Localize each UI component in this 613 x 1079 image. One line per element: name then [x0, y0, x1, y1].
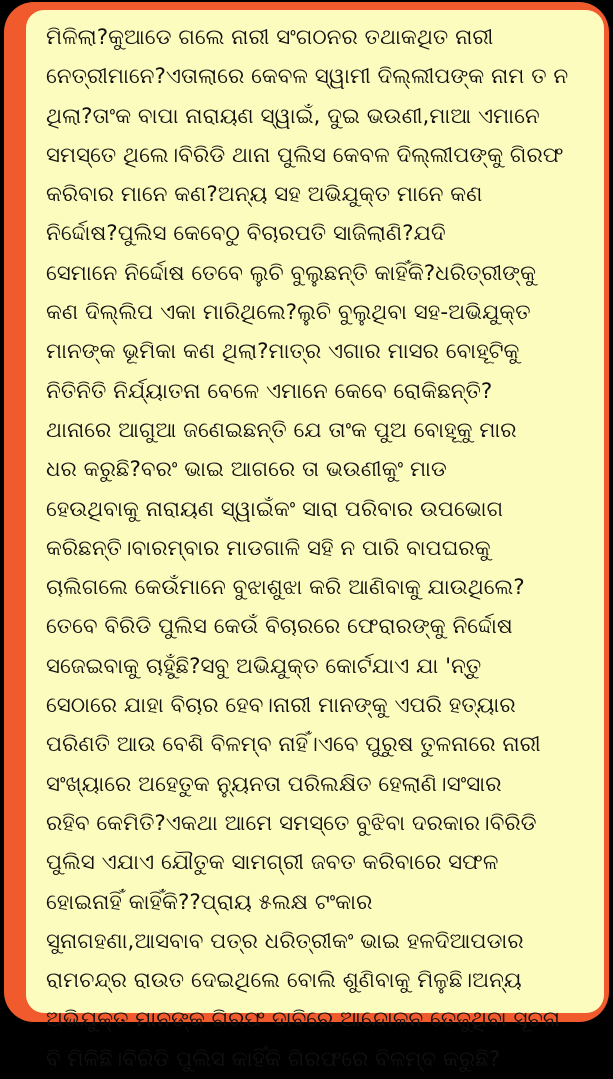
text-panel	[26, 10, 604, 1072]
text-line-12: ଧର କରୁଛି?ବରଂ ଭାଇ ଆଗରେ ତା ଭଉଣୀକୁଂ ମାଡ	[46, 457, 447, 483]
text-line-6: ନିର୍ଦ୍ଦୋଷ?ପୁଲିସ କେବେଠୁ ବିଚାରପତି ସାଜିଲାଣି?ଯଦି	[46, 221, 446, 247]
text-line-22: ପୁଲିସ ଏଯାଏ ଯୌତୁକ ସାମଗ୍ରୀ ଜବତ କରିବାରେ ସଫଳ	[46, 850, 499, 876]
text-line-23: ହୋଇନାହିଁ କାହିଁକି??ପ୍ରାୟ ୫ଲକ୍ଷ ଟଂକାର	[46, 889, 373, 915]
text-line-27: ବି ମିଳିଛି।ବିରିଡି ପୁଲିସ କାହିଁକି ଗିରଫରେ ବିଳମ୍ବ କରୁଛି?	[46, 1046, 501, 1072]
text-line-17: ସଜେଇବାକୁ ଚାହୁଁଛି?ସବୁ ଅଭିଯୁକ୍ତ କୋର୍ଟଯାଏ ଯା 'ନ୍ତୁ	[46, 653, 482, 679]
text-line-21: ରହିବ କେମିତି?ଏକଥା ଆମେ ସମସ୍ତେ ବୁଝିବା ଦରକାର।ବିରିଡି	[46, 810, 537, 836]
text-line-20: ସଂଖ୍ୟାରେ ଅହେତୁକ ନ୍ୟୁନତା ପରିଲକ୍ଷିତ ହେଲାଣି।ସଂସାର	[46, 771, 502, 797]
text-line-18: ସେଠାରେ ଯାହା ବିଚାର ହେବ।ନାରୀ ମାନଙ୍କୁ ଏପରି ହତ୍ୟାର	[46, 693, 516, 719]
text-line-13: ହେଉଥିବାକୁ ନାରାୟଣ ସ୍ୱାଇଁକଂ ସାରା ପରିବାର ଉପଭୋଗ	[46, 496, 504, 522]
text-line-5: କରିବାର ମାନେ କଣ?ଅନ୍ୟ ସହ ଅଭିଯୁକ୍ତ ମାନେ କଣ	[46, 182, 483, 208]
text-line-2: ନେତ୍ରୀମାନେ?ଏତାଲାରେ କେବଳ ସ୍ୱାମୀ ଦିଲ୍ଲୀପଙ୍କ ନାମ ତ ନ	[46, 64, 569, 90]
text-line-9: ମାନଙ୍କ ଭୂମିକା କଣ ଥିଲା?ମାତ୍ର ଏଗାର ମାସର ବୋହୂଟିକୁ	[46, 339, 520, 365]
text-line-15: ଚାଲିଗଲେ କେଉଁମାନେ ବୁଝାଶୁଝା କରି ଆଣିବାକୁ ଯାଉଥିଲେ?	[46, 575, 525, 601]
text-line-26: ଅଭିଯୁକ୍ତ ମାନଙ୍କ ଗିରଫ ଦାବିରେ ଆନ୍ଦୋଳନ ତେଜୁଥିବା ସୂଚନା	[46, 1007, 561, 1033]
paragraph	[46, 18, 590, 1079]
text-line-3: ଥିଲା?ତାଂକ ବାପା ନାରାୟଣ ସ୍ୱାଇଁ, ଦୁଇ ଭଉଣୀ,ମାଆ ଏମାନେ	[46, 103, 540, 129]
text-line-4: ସମସ୍ତେ ଥିଲେ।ବିରିଡି ଥାନା ପୁଲିସ କେବଳ ଦିଲ୍ଲୀପଙ୍କୁ ଗିରଫ	[46, 142, 564, 168]
text-line-16: ତେବେ ବିରିଡି ପୁଲିସ କେଉଁ ବିଚାରରେ ଫେରାରଙ୍କୁ ନିର୍ଦ୍ଦୋଷ	[46, 614, 513, 640]
text-line-1: ମିଳିଲା?କୁଆଡେ ଗଲେ ନାରୀ ସଂଗଠନର ତଥାକଥିତ ନାରୀ	[46, 25, 494, 50]
text-line-14: କରିଛନ୍ତି।ବାରମ୍ବାର ମାଡଗାଳି ସହି ନ ପାରି ବାପଘରକୁ	[46, 535, 491, 561]
text-line-11: ଥାନାରେ ଆଗୁଆ ଜଣେଇଛନ୍ତି ଯେ ତାଂକ ପୁଅ ବୋହୂକୁ ମାର	[46, 417, 517, 443]
text-line-7: ସେମାନେ ନିର୍ଦ୍ଦୋଷ ତେବେ ଲୁଚି ବୁଲୁଛନ୍ତି କାହିଁକି?ଧରିତ୍ରୀଙ୍କୁ	[46, 260, 536, 286]
text-line-10: ନିତିନିତି ନିର୍ଯ୍ୟାତନା ବେଳେ ଏମାନେ କେବେ ରୋକିଛନ୍ତି?	[46, 378, 493, 404]
text-line-8: କଣ ଦିଲ୍ଲିପ ଏକା ମାରିଥିଲେ?ଲୁଚି ବୁଲୁଥିବା ସହ-ଅଭିଯୁକ୍ତ	[46, 300, 531, 326]
text-line-19: ପରିଣତି ଆଉ ବେଶି ବିଳମ୍ବ ନାହିଁ।ଏବେ ପୁରୁଷ ତୁଳନାରେ ନାରୀ	[46, 732, 541, 758]
text-line-24: ସୁନାଗହଣା,ଆସବାବ ପତ୍ର ଧରିତ୍ରୀକଂ ଭାଇ ହଳଦିଆପଡାର	[46, 928, 524, 954]
text-line-25: ରାମଚନ୍ଦ୍ର ରାଉତ ଦେଇଥିଲେ ବୋଲି ଶୁଣିବାକୁ ମିଳୁଛି।ଅନ୍ୟ	[46, 968, 522, 994]
